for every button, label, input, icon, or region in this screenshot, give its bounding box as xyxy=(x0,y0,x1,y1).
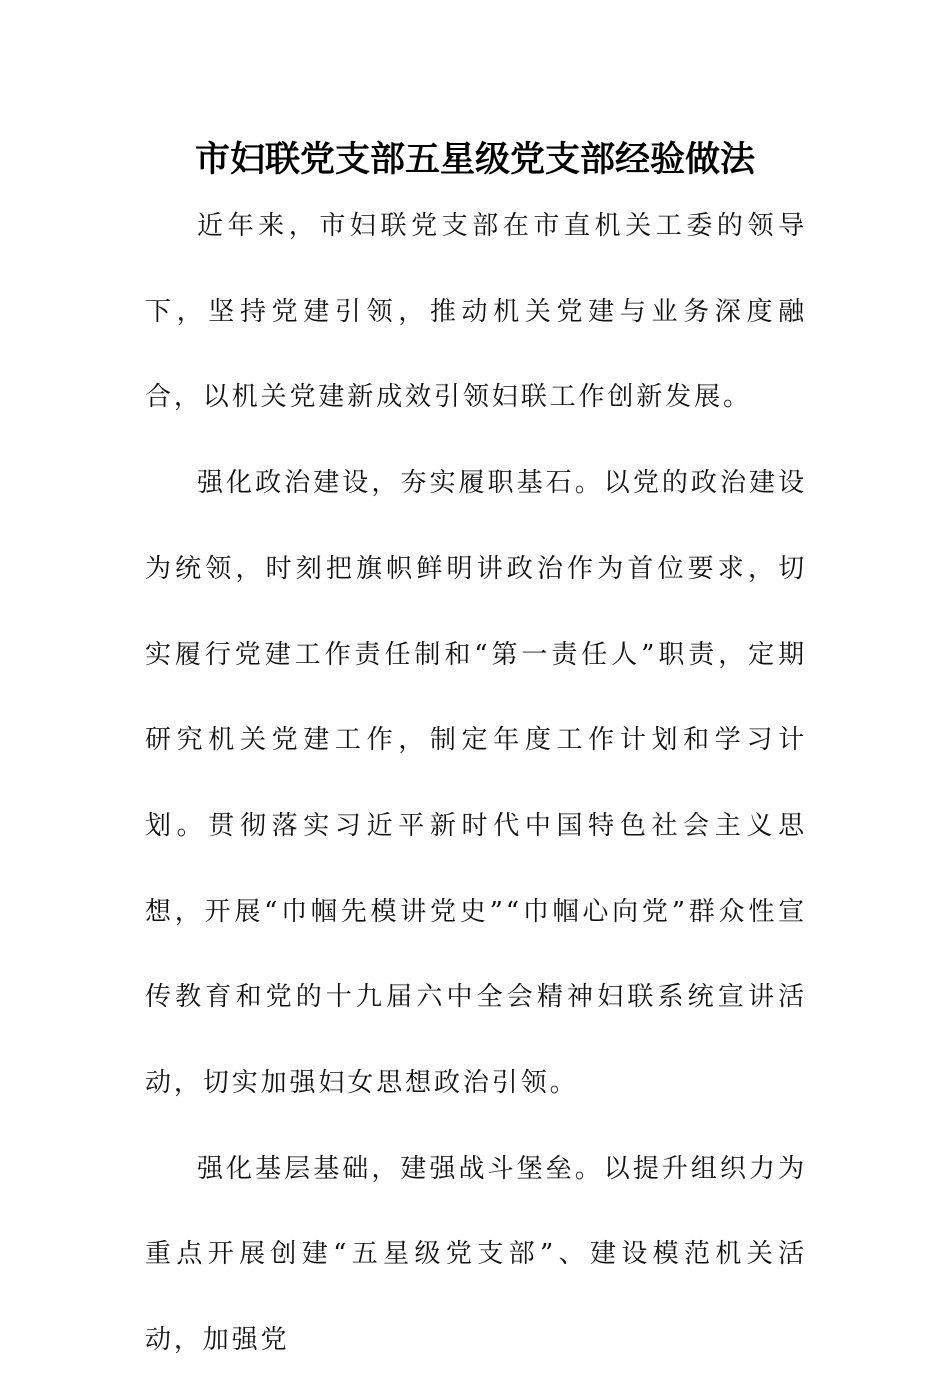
paragraph-political-building: 强化政治建设，夯实履职基石。以党的政治建设为统领，时刻把旗帜鲜明讲政治作为首位要求，切实履行党建工作责任制和“第一责任人”职责，定期研究机关党建工作，制定年度工作计划和学习计划。贯彻落实习近平新时代中国特色社会主义思想，开展“巾帼先模讲党史”“巾帼心向党”群众性宣传教育和党的十九届六中全会精神妇联系统宣讲活动，切实加强妇女思想政治引领。 xyxy=(145,468,807,1099)
paragraph-intro: 近年来，市妇联党支部在市直机关工委的领导下，坚持党建引领，推动机关党建与业务深度融合，以机关党建新成效引领妇联工作创新发展。 xyxy=(145,211,807,413)
paragraph-grassroots: 强化基层基础，建强战斗堡垒。以提升组织力为重点开展创建“五星级党支部”、建设模范机关活动，加强党 xyxy=(145,1153,807,1356)
document-body xyxy=(145,184,807,1384)
document-title: 市妇联党支部五星级党支部经验做法 xyxy=(194,140,755,180)
